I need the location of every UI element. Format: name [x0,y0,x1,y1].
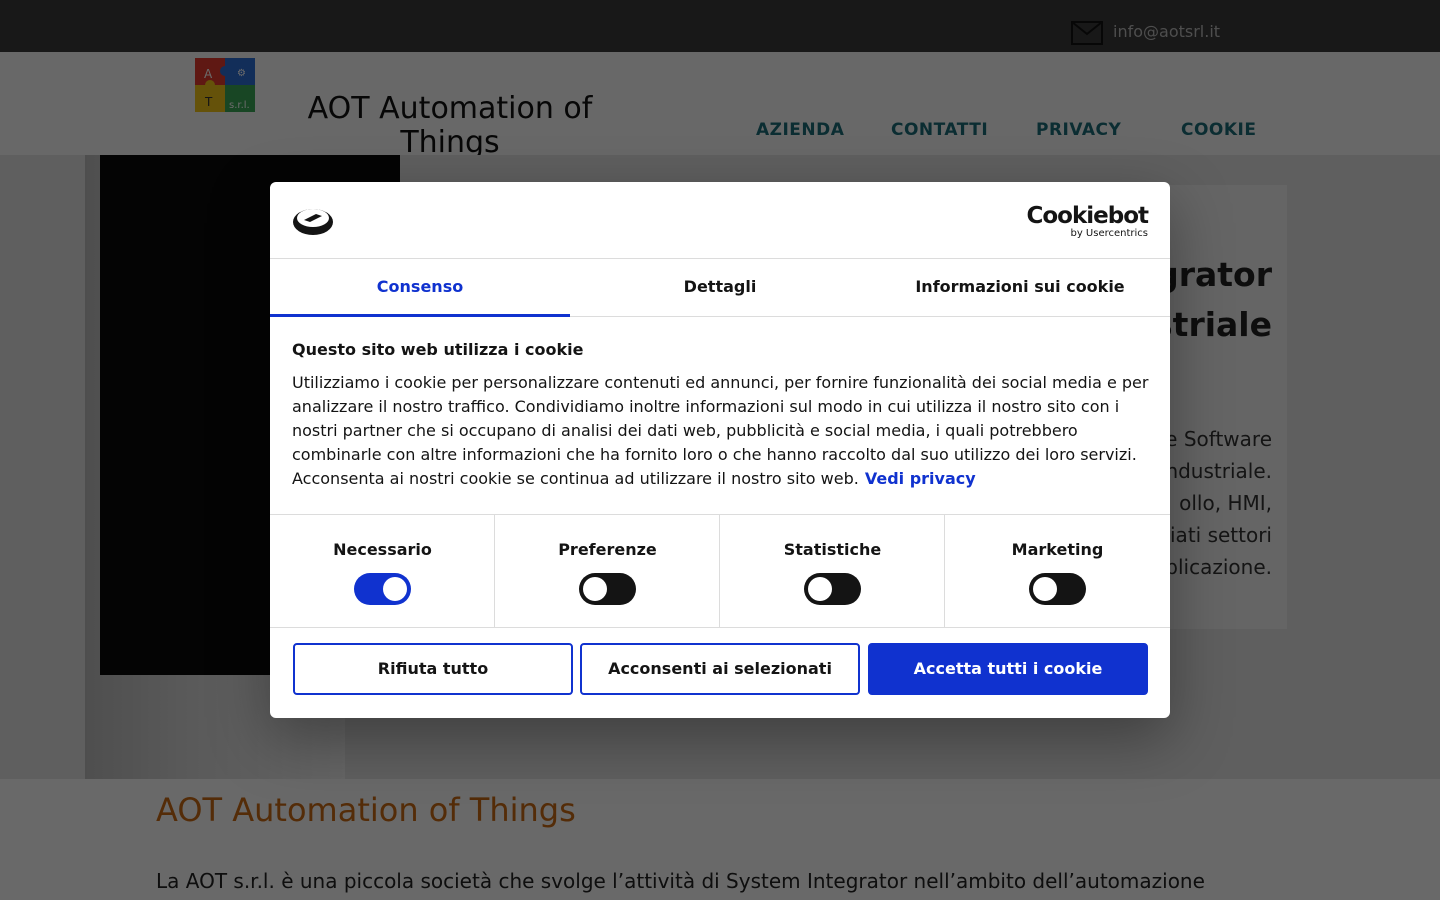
toggle-knob [1033,577,1057,601]
preferenze-toggle[interactable] [579,573,636,605]
category-statistiche [720,515,945,628]
category-preferenze [495,515,720,628]
toggle-knob [583,577,607,601]
dialog-body [292,340,1152,491]
category-label: Preferenze [558,540,657,559]
necessario-toggle[interactable] [354,573,411,605]
cookie-consent-dialog [270,182,1170,718]
dialog-header [270,182,1170,259]
brand-sub: by Usercentrics [1070,228,1148,239]
tab-informazioni[interactable]: Informazioni sui cookie [915,277,1125,296]
category-label: Statistiche [783,540,882,559]
marketing-toggle[interactable] [1029,573,1086,605]
dialog-description: Utilizziamo i cookie per personalizzare contenuti ed annunci, per fornire funzionalità dei social media e per analizzare il nostro traffico. Condividiamo inoltre informazioni sul modo in cui utilizza il nostro sito con i nostri partner che si occupano di analisi dei dati web, pubblicità e social media, i quali potrebbero combinarle con altre informazioni che ha fornito loro o che hanno raccolto dal suo utilizzo dei loro servizi. Acconsenta ai nostri cookie se continua ad utilizzare il nostro sito web. [292,373,1149,488]
dialog-text [292,371,1152,491]
category-marketing [945,515,1170,628]
dialog-heading: Questo sito web utilizza i cookie [292,340,584,359]
accept-all-button[interactable]: Accetta tutti i cookie [868,643,1148,695]
brand-name: Cookiebot [1026,203,1148,229]
tab-consenso[interactable]: Consenso [270,259,570,317]
privacy-link[interactable]: Vedi privacy [864,469,976,488]
tab-dettagli[interactable]: Dettagli [683,277,757,296]
toggle-knob [383,577,407,601]
dialog-tabs [270,259,1170,317]
allow-selected-button[interactable]: Acconsenti ai selezionati [580,643,860,695]
statistiche-toggle[interactable] [804,573,861,605]
toggle-knob [808,577,832,601]
category-label: Necessario [333,540,432,559]
consent-categories [270,514,1170,628]
category-necessario [270,515,495,628]
reject-all-button[interactable]: Rifiuta tutto [293,643,573,695]
category-label: Marketing [1011,540,1104,559]
cookiebot-brand[interactable] [1026,204,1148,240]
cookie-icon [292,204,334,236]
